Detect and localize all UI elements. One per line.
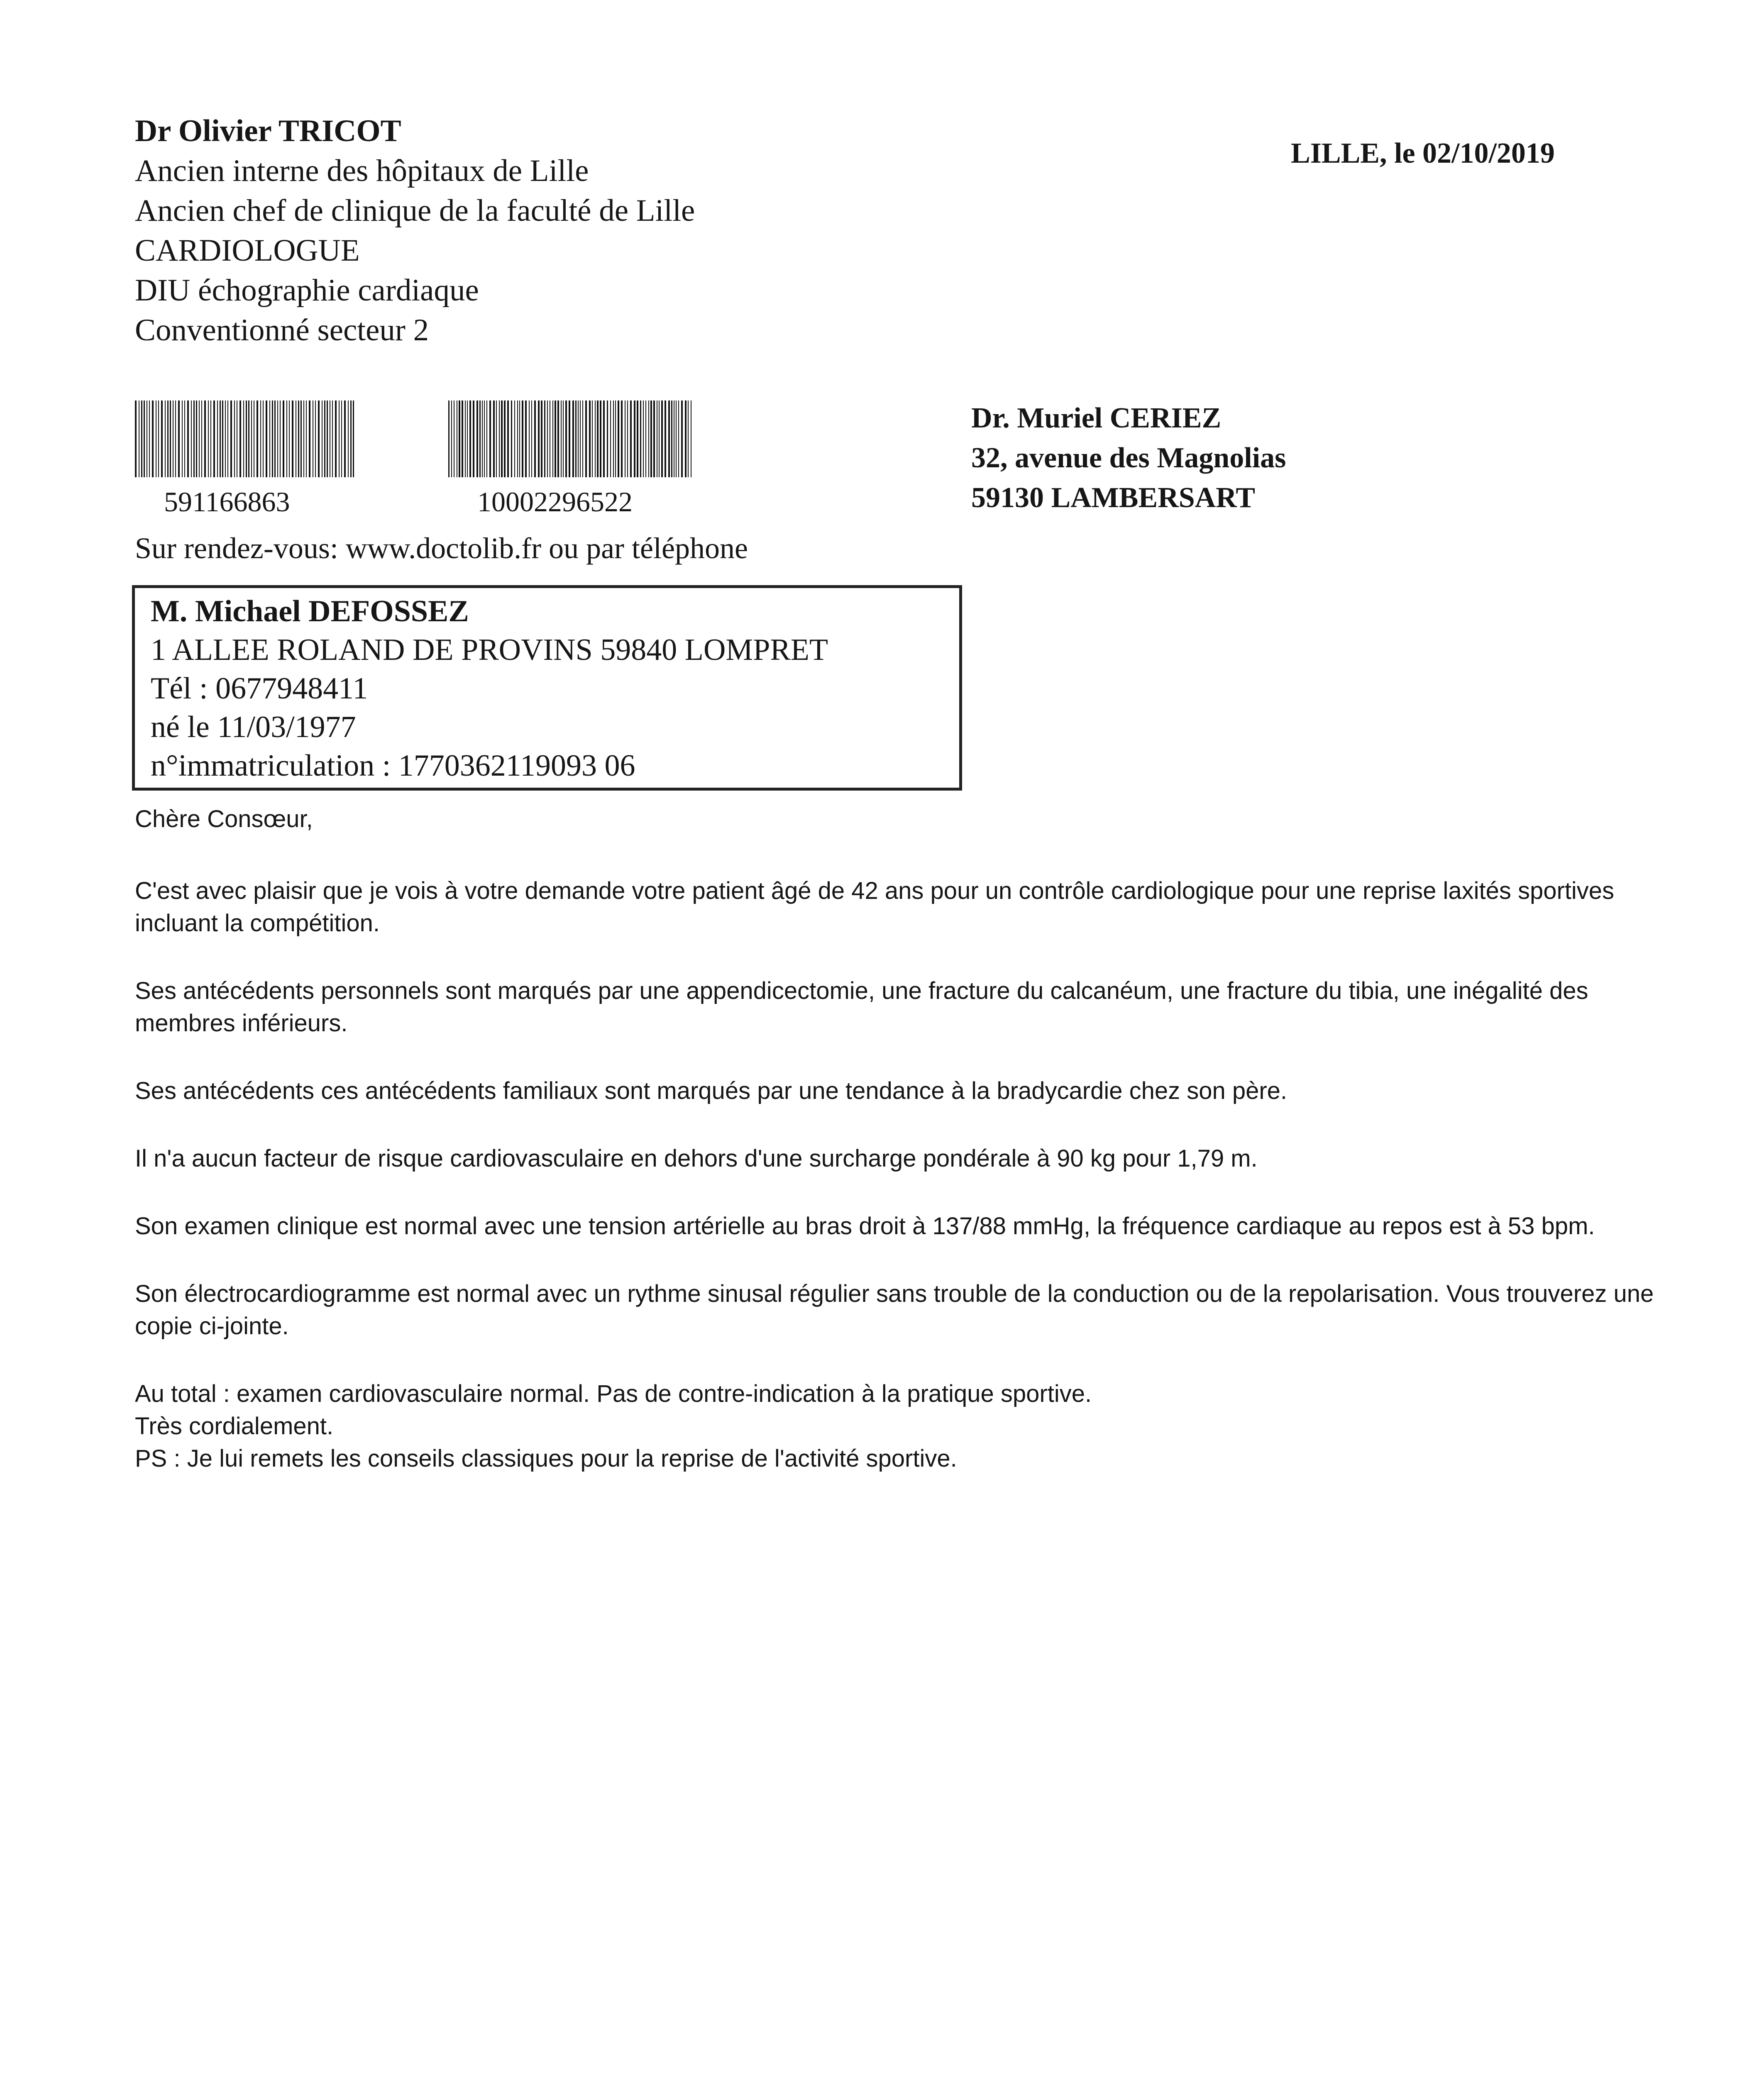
appointment-info: Sur rendez-vous: www.doctolib.fr ou par téléphone xyxy=(135,532,748,565)
patient-birthdate: né le 11/03/1977 xyxy=(151,710,356,744)
barcode-number: 591166863 xyxy=(164,486,290,518)
recipient-city: 59130 LAMBERSART xyxy=(971,482,1256,514)
body-paragraph: Son examen clinique est normal avec une tension artérielle au bras droit à 137/88 mmHg, la fréquence cardiaque au repos est à 53 bpm. xyxy=(135,1213,1595,1240)
body-paragraph: Ses antécédents personnels sont marqués par une appendicectomie, une fracture du calcanéum, une fracture du tibia, une inégalité des membres inférieurs. xyxy=(135,977,1588,1037)
greeting: Chère Consœur, xyxy=(135,806,313,832)
sender-title: Ancien interne des hôpitaux de Lille xyxy=(135,154,589,188)
barcode-image xyxy=(448,400,693,477)
conclusion: Au total : examen cardiovasculaire normal. Pas de contre-indication à la pratique sportive. xyxy=(135,1380,1092,1407)
barcode-image xyxy=(135,400,355,477)
body-paragraph: Son électrocardiogramme est normal avec un rythme sinusal régulier sans trouble de la conduction ou de la repolarisation. Vous trouverez une copie ci-jointe. xyxy=(135,1280,1654,1340)
patient-address: 1 ALLEE ROLAND DE PROVINS 59840 LOMPRET xyxy=(151,633,828,667)
sender-title: Conventionné secteur 2 xyxy=(135,313,429,347)
barcode-number: 10002296522 xyxy=(477,486,633,518)
patient-info-box xyxy=(132,585,962,791)
recipient-address xyxy=(971,398,1286,518)
body-paragraph: C'est avec plaisir que je vois à votre demande votre patient âgé de 42 ans pour un contrôle cardiologique pour une reprise laxités sportives incluant la compétition. xyxy=(135,877,1615,937)
sender-header xyxy=(135,111,695,350)
postscript: PS : Je lui remets les conseils classiques pour la reprise de l'activité sportive. xyxy=(135,1445,957,1472)
sender-title: DIU échographie cardiaque xyxy=(135,273,479,308)
body-paragraph: Il n'a aucun facteur de risque cardiovasculaire en dehors d'une surcharge pondérale à 90 kg pour 1,79 m. xyxy=(135,1145,1258,1172)
patient-registration: n°immatriculation : 1770362119093 06 xyxy=(151,749,635,783)
sender-name: Dr Olivier TRICOT xyxy=(135,114,401,148)
closing: Très cordialement. xyxy=(135,1413,334,1440)
recipient-street: 32, avenue des Magnolias xyxy=(971,442,1286,474)
letter-date: LILLE, le 02/10/2019 xyxy=(1291,137,1555,169)
recipient-name: Dr. Muriel CERIEZ xyxy=(971,402,1222,434)
patient-phone: Tél : 0677948411 xyxy=(151,671,368,706)
sender-title: CARDIOLOGUE xyxy=(135,233,360,268)
patient-name: M. Michael DEFOSSEZ xyxy=(151,594,469,628)
body-paragraph: Ses antécédents ces antécédents familiaux sont marqués par une tendance à la bradycardie chez son père. xyxy=(135,1077,1288,1104)
letter-body xyxy=(135,803,1671,1475)
sender-title: Ancien chef de clinique de la faculté de Lille xyxy=(135,193,695,228)
